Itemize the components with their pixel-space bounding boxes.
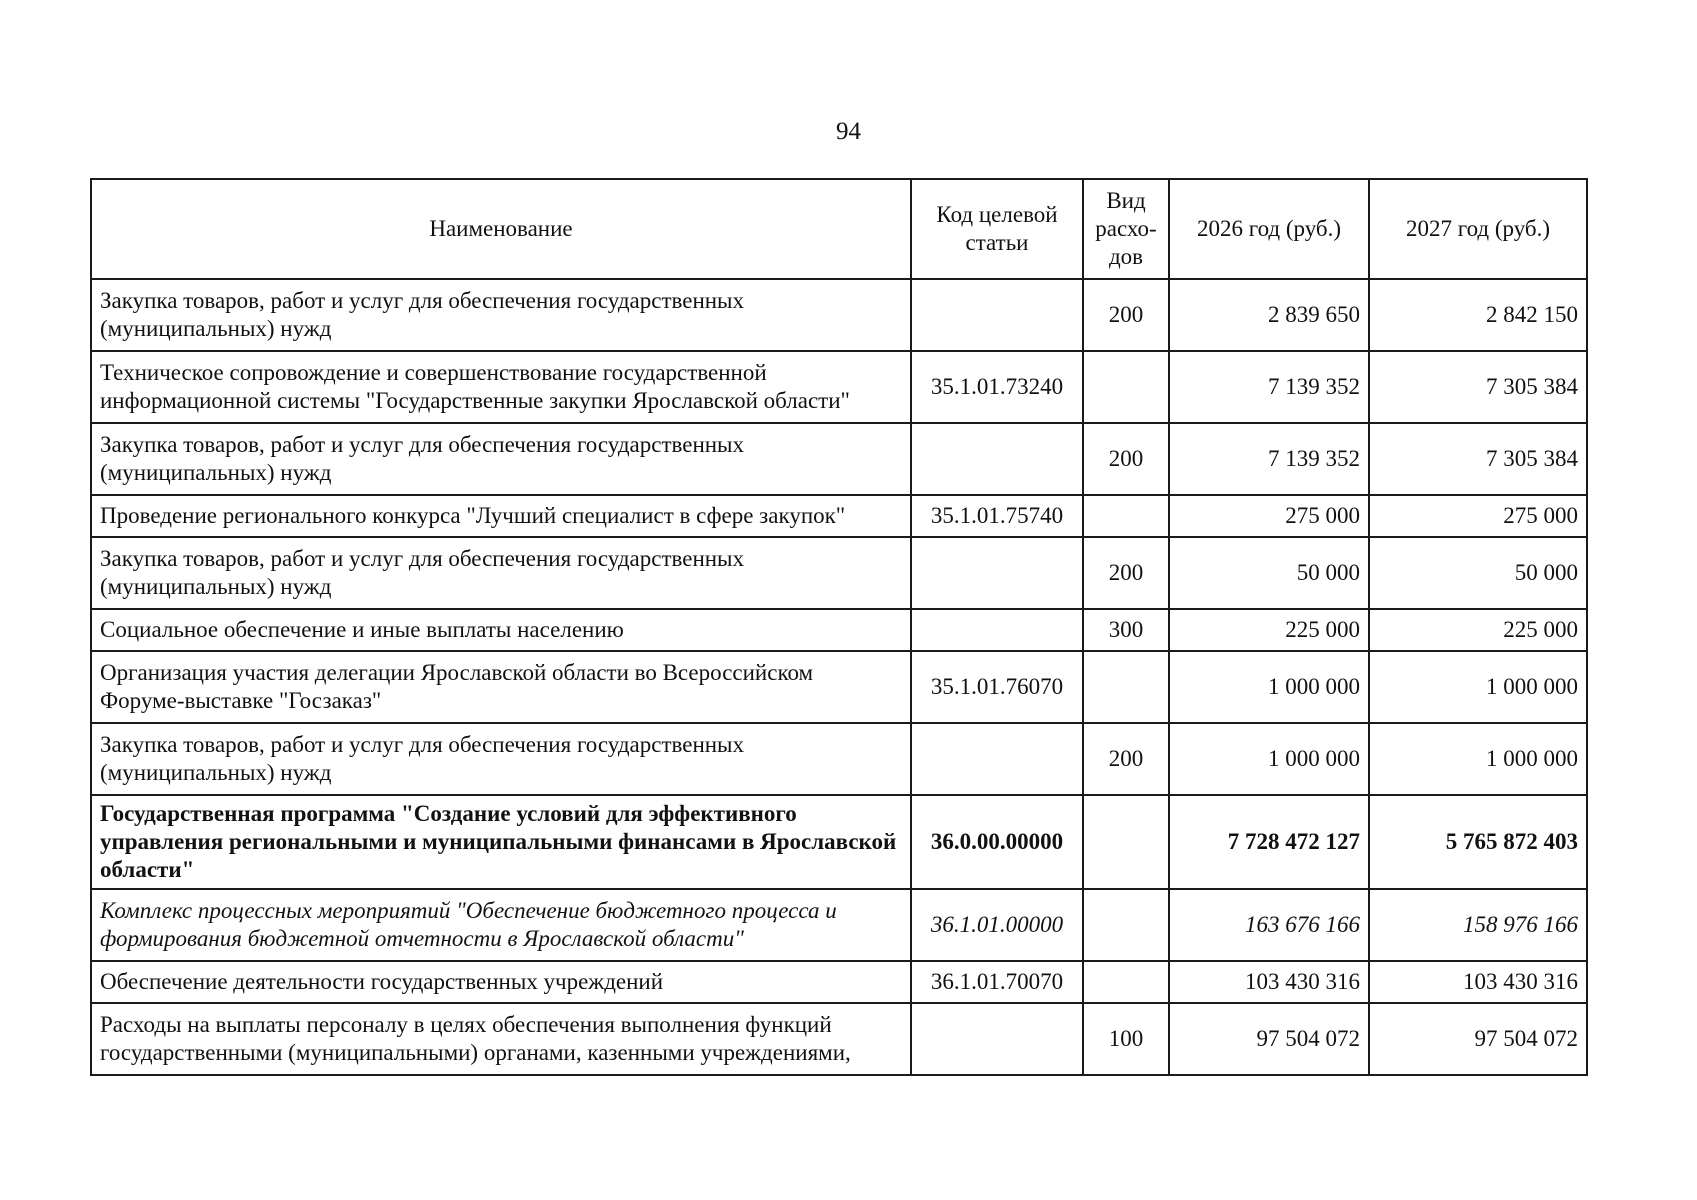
row-type	[1083, 889, 1169, 961]
row-type	[1083, 351, 1169, 423]
row-2027: 1 000 000	[1369, 723, 1587, 795]
row-name: Закупка товаров, работ и услуг для обеспечения государственных (муниципальных) нужд	[91, 423, 911, 495]
header-2027: 2027 год (руб.)	[1369, 179, 1587, 279]
row-2026: 2 839 650	[1169, 279, 1369, 351]
header-code: Код целевой статьи	[911, 179, 1083, 279]
table-row	[91, 651, 1587, 723]
table-row	[91, 1003, 1587, 1075]
row-name: Организация участия делегации Ярославской области во Всероссийском Форуме-выставке "Госзаказ"	[91, 651, 911, 723]
row-2026: 7 139 352	[1169, 423, 1369, 495]
row-type	[1083, 651, 1169, 723]
row-2027: 7 305 384	[1369, 423, 1587, 495]
table-row-complex	[91, 889, 1587, 961]
row-code: 35.1.01.76070	[911, 651, 1083, 723]
header-row	[91, 179, 1587, 279]
row-type: 200	[1083, 723, 1169, 795]
table-row	[91, 423, 1587, 495]
row-code	[911, 279, 1083, 351]
header-name: Наименование	[91, 179, 911, 279]
row-code	[911, 1003, 1083, 1075]
row-2027: 7 305 384	[1369, 351, 1587, 423]
row-2027: 1 000 000	[1369, 651, 1587, 723]
header-type: Вид расхо-дов	[1083, 179, 1169, 279]
row-name: Государственная программа "Создание условий для эффективного управления региональными и муниципальными финансами в Ярославской области"	[91, 795, 911, 889]
table-row	[91, 609, 1587, 651]
row-type	[1083, 495, 1169, 537]
row-2026: 7 139 352	[1169, 351, 1369, 423]
row-code	[911, 423, 1083, 495]
row-2026: 50 000	[1169, 537, 1369, 609]
row-type	[1083, 795, 1169, 889]
row-name: Социальное обеспечение и иные выплаты населению	[91, 609, 911, 651]
row-2026: 7 728 472 127	[1169, 795, 1369, 889]
row-2026: 163 676 166	[1169, 889, 1369, 961]
table-row	[91, 961, 1587, 1003]
row-name: Обеспечение деятельности государственных учреждений	[91, 961, 911, 1003]
row-type: 200	[1083, 279, 1169, 351]
row-name: Закупка товаров, работ и услуг для обеспечения государственных (муниципальных) нужд	[91, 279, 911, 351]
row-code: 35.1.01.73240	[911, 351, 1083, 423]
table-row	[91, 723, 1587, 795]
row-name: Закупка товаров, работ и услуг для обеспечения государственных (муниципальных) нужд	[91, 723, 911, 795]
row-2026: 225 000	[1169, 609, 1369, 651]
row-code	[911, 609, 1083, 651]
row-2026: 1 000 000	[1169, 723, 1369, 795]
row-2027: 97 504 072	[1369, 1003, 1587, 1075]
row-2027: 158 976 166	[1369, 889, 1587, 961]
row-2026: 97 504 072	[1169, 1003, 1369, 1075]
budget-table	[90, 178, 1588, 1076]
table-row	[91, 537, 1587, 609]
row-name: Комплекс процессных мероприятий "Обеспечение бюджетного процесса и формирования бюджетной отчетности в Ярославской области"	[91, 889, 911, 961]
row-code: 36.0.00.00000	[911, 795, 1083, 889]
row-code	[911, 723, 1083, 795]
row-type: 200	[1083, 423, 1169, 495]
row-2026: 103 430 316	[1169, 961, 1369, 1003]
page-number: 94	[836, 118, 861, 145]
row-2027: 275 000	[1369, 495, 1587, 537]
row-type	[1083, 961, 1169, 1003]
row-code	[911, 537, 1083, 609]
row-name: Проведение регионального конкурса "Лучший специалист в сфере закупок"	[91, 495, 911, 537]
row-code: 35.1.01.75740	[911, 495, 1083, 537]
table-row-program	[91, 795, 1587, 889]
row-2027: 5 765 872 403	[1369, 795, 1587, 889]
table-row	[91, 495, 1587, 537]
header-2026: 2026 год (руб.)	[1169, 179, 1369, 279]
row-type: 200	[1083, 537, 1169, 609]
row-name: Расходы на выплаты персоналу в целях обеспечения выполнения функций государственными (муниципальными) органами, казенными учреждениями,	[91, 1003, 911, 1075]
row-code: 36.1.01.70070	[911, 961, 1083, 1003]
row-2027: 225 000	[1369, 609, 1587, 651]
row-2027: 103 430 316	[1369, 961, 1587, 1003]
row-2027: 50 000	[1369, 537, 1587, 609]
row-2026: 1 000 000	[1169, 651, 1369, 723]
row-2027: 2 842 150	[1369, 279, 1587, 351]
row-code: 36.1.01.00000	[911, 889, 1083, 961]
row-type: 100	[1083, 1003, 1169, 1075]
table-row	[91, 351, 1587, 423]
row-2026: 275 000	[1169, 495, 1369, 537]
row-name: Закупка товаров, работ и услуг для обеспечения государственных (муниципальных) нужд	[91, 537, 911, 609]
row-type: 300	[1083, 609, 1169, 651]
row-name: Техническое сопровождение и совершенствование государственной информационной системы "Государственные закупки Ярославской области"	[91, 351, 911, 423]
table-row	[91, 279, 1587, 351]
